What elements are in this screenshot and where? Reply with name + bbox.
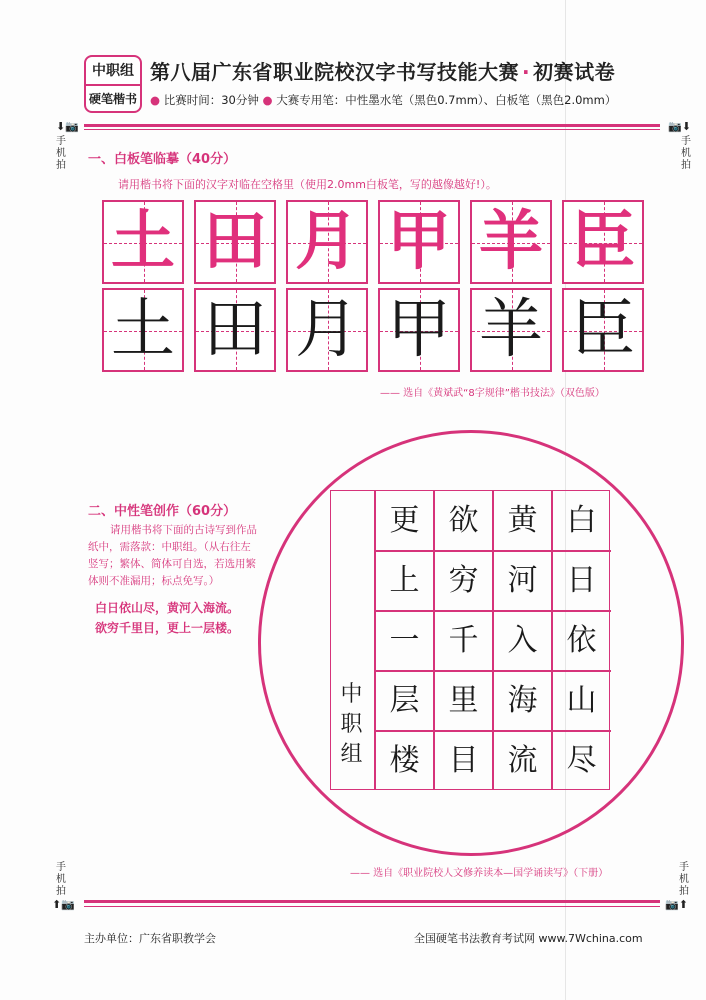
camera-icon: 📷 — [61, 898, 75, 911]
title-tail: 初赛试卷 — [533, 60, 616, 84]
artwork-char: 欲 — [448, 503, 479, 538]
artwork-char: 黄 — [507, 503, 538, 538]
artwork-char: 更 — [389, 503, 420, 538]
section2-source: —— 选自《职业院校人文修养读本—国学诵读写》（下册） — [350, 868, 609, 879]
arrow-up-icon: ⬆ — [678, 898, 688, 911]
side-icons-top-left — [56, 120, 79, 133]
copy-cell: 羊 — [470, 288, 552, 372]
badge-style: 硬笔楷书 — [88, 92, 137, 106]
side-label-bottom-right: 手 机 拍 — [679, 862, 689, 897]
title-main: 第八届广东省职业院校汉字书写技能大赛 — [150, 60, 519, 84]
title-dot: · — [522, 60, 531, 84]
side-icons-bottom-right — [665, 898, 688, 911]
artwork-char: 依 — [566, 623, 597, 658]
side-icons-bottom-left — [52, 898, 75, 911]
header-rule-thick — [84, 124, 660, 127]
copy-cell: 甲 — [378, 288, 460, 372]
copy-cell: 土 — [102, 288, 184, 372]
footer-website: 全国硬笔书法教育考试网 www.7Wchina.com — [414, 932, 643, 945]
exam-time: 比赛时间：30分钟 — [163, 93, 259, 107]
artwork-char: 白 — [566, 503, 597, 538]
exam-title — [150, 56, 615, 85]
artwork-char: 流 — [507, 743, 538, 778]
footer-rule-thick — [84, 900, 660, 903]
footer-rule-thin — [84, 906, 660, 907]
model-character-row — [102, 200, 676, 284]
poem-text — [95, 598, 239, 638]
badge-group: 中职组 — [86, 57, 140, 86]
header-rule-thin — [84, 129, 660, 130]
side-icons-top-right — [668, 120, 691, 133]
side-label-bottom-left: 手 机 拍 — [56, 862, 66, 897]
footer-organizer: 主办单位：广东省职教学会 — [84, 932, 216, 945]
model-cell: 臣 — [562, 200, 644, 284]
exam-pens: 大赛专用笔：中性墨水笔（黑色0.7mm）、白板笔（黑色2.0mm） — [276, 93, 617, 107]
copy-cell: 臣 — [562, 288, 644, 372]
model-cell: 土 — [102, 200, 184, 284]
artwork-char: 海 — [507, 683, 538, 718]
artwork-char: 上 — [389, 563, 420, 598]
camera-icon: 📷 — [65, 120, 79, 133]
bullet-icon: ● — [262, 93, 273, 107]
artwork-char: 日 — [566, 563, 597, 598]
section1-title: 一、白板笔临摹（40分） — [88, 152, 237, 167]
artwork-char: 山 — [566, 683, 597, 718]
copy-cell: 月 — [286, 288, 368, 372]
section2-title: 二、中性笔创作（60分） — [88, 504, 237, 519]
artwork-char: 河 — [507, 563, 538, 598]
arrow-down-icon: ⬇ — [681, 120, 691, 133]
group-badge — [84, 55, 142, 113]
artwork-char: 里 — [448, 683, 479, 718]
camera-icon: 📷 — [665, 898, 679, 911]
model-cell: 田 — [194, 200, 276, 284]
artwork-char: 目 — [448, 743, 479, 778]
section1-source: —— 选自《黄斌武“8字规律”楷书技法》（双色版） — [380, 388, 605, 399]
arrow-down-icon: ⬇ — [56, 120, 66, 133]
copy-cell: 田 — [194, 288, 276, 372]
section1-instruction: 请用楷书将下面的汉字对临在空格里（使用2.0mm白板笔，写的越像越好!）。 — [118, 178, 497, 191]
artwork-char: 楼 — [389, 743, 420, 778]
exam-subtitle — [150, 92, 616, 108]
poem-line-1: 白日依山尽，黄河入海流。 — [95, 601, 240, 615]
artwork-char: 层 — [389, 683, 420, 718]
artwork-char: 千 — [448, 623, 479, 658]
model-cell: 月 — [286, 200, 368, 284]
camera-icon: 📷 — [668, 120, 682, 133]
model-cell: 甲 — [378, 200, 460, 284]
artwork-char: 穷 — [448, 563, 479, 598]
side-label-top-left: 手 机 拍 — [56, 136, 66, 171]
bullet-icon: ● — [150, 93, 161, 107]
section2-instruction: 请用楷书将下面的古诗写到作品纸中，需落款：中职组。（从右往左竖写；繁体、简体可自选，若选用繁体则不准漏用；标点免写。） — [88, 524, 257, 587]
model-cell: 羊 — [470, 200, 552, 284]
artwork-char: 入 — [507, 623, 538, 658]
arrow-up-icon: ⬆ — [52, 898, 62, 911]
artwork-char: 尽 — [566, 743, 597, 778]
side-label-top-right: 手 机 拍 — [681, 136, 691, 171]
artwork-char: 一 — [389, 623, 420, 658]
artwork-signature: 中 职 组 — [340, 682, 363, 767]
copy-character-row — [102, 288, 676, 372]
poem-line-2: 欲穷千里目，更上一层楼。 — [95, 621, 240, 635]
